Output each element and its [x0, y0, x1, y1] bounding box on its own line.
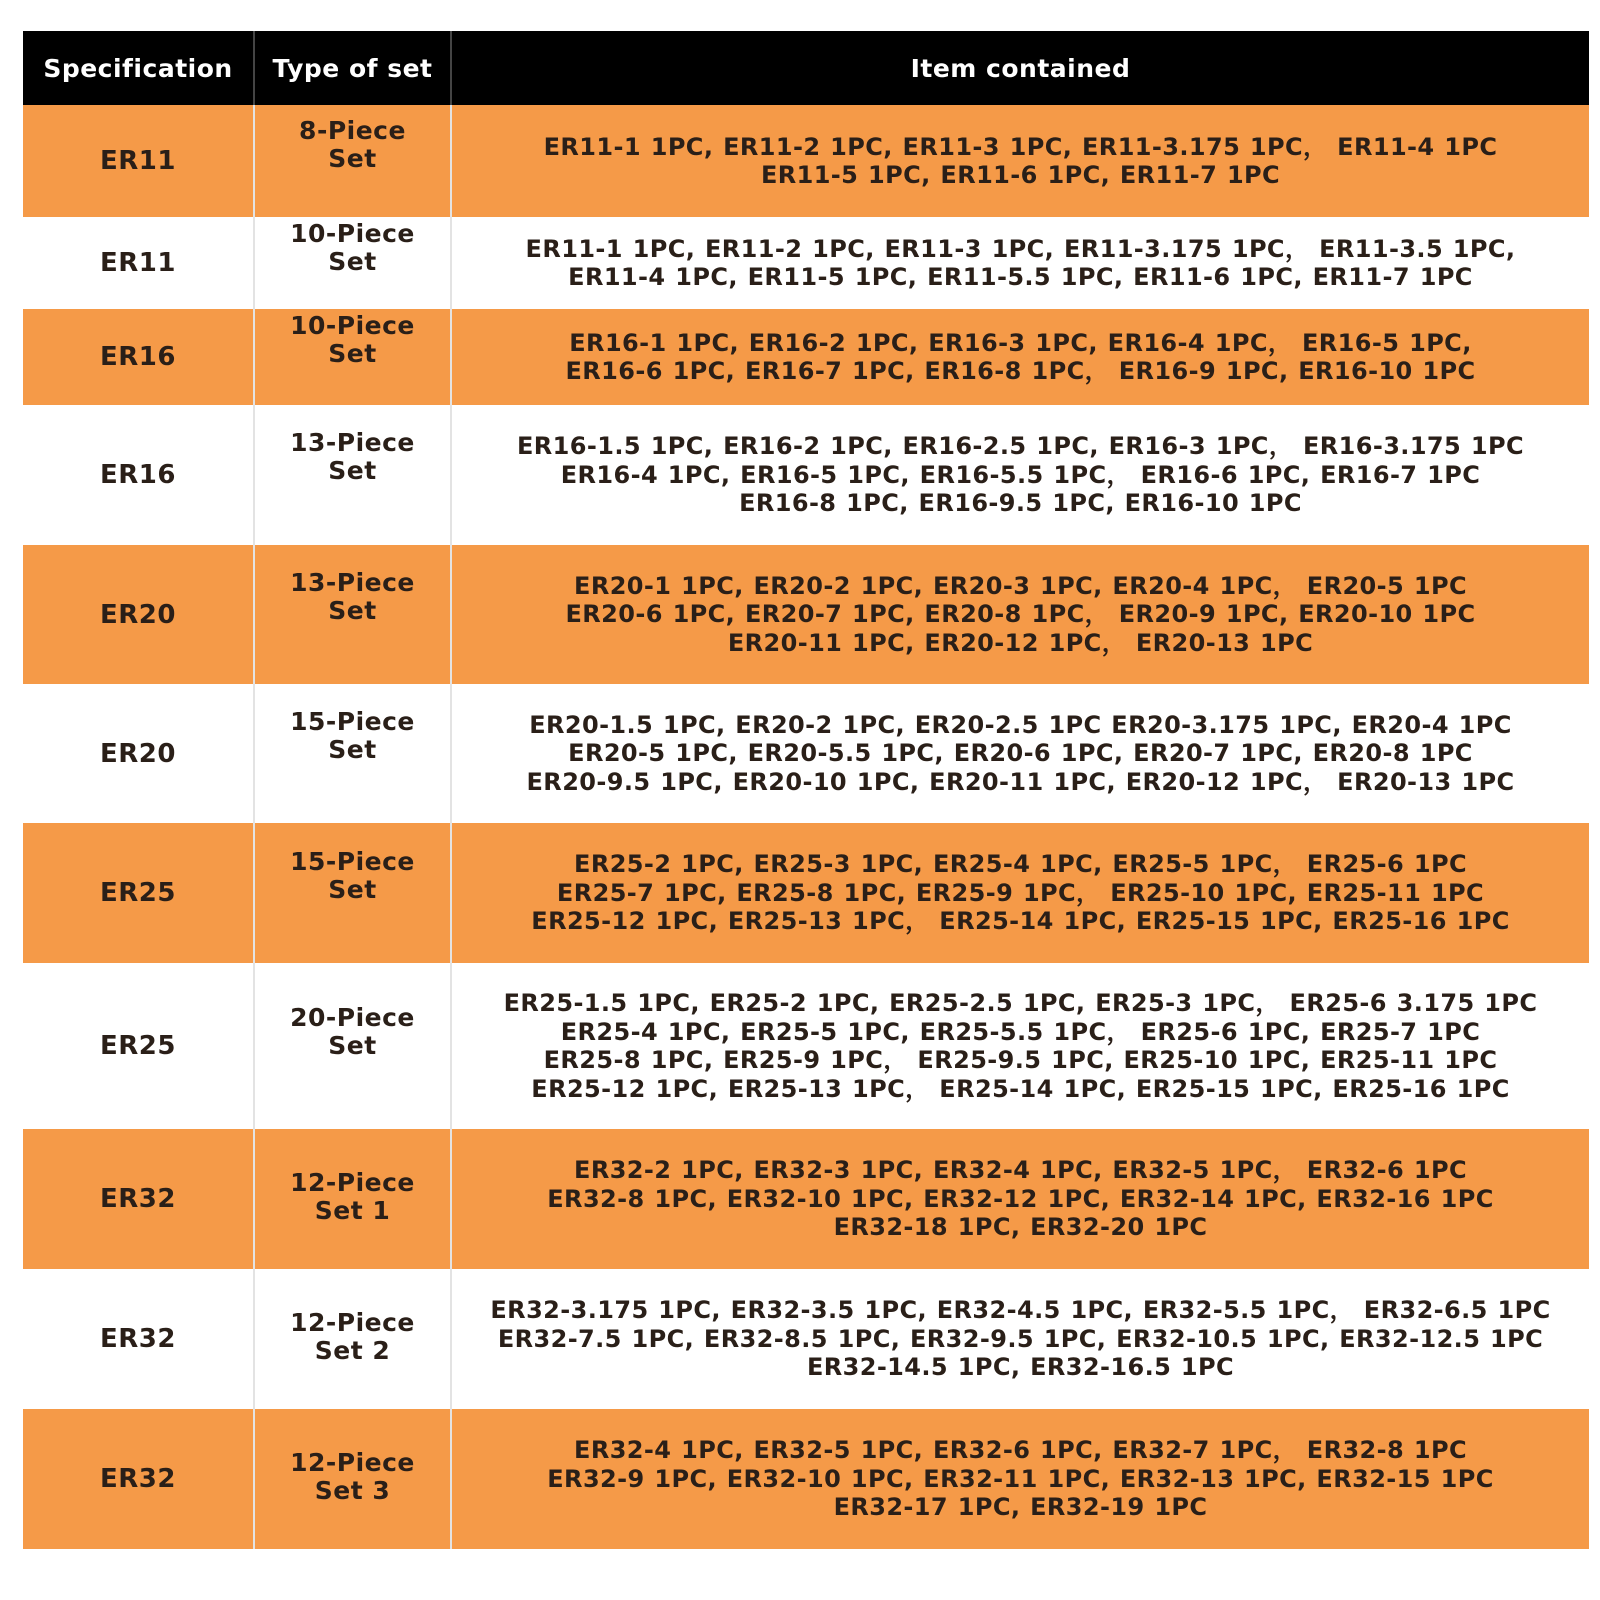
type-label: 20-Piece Set: [290, 1003, 415, 1060]
type-cell: [254, 545, 451, 684]
header-type-of-set: Type of set: [254, 31, 451, 105]
spec-cell: ER20: [23, 545, 254, 684]
table-row: [23, 217, 1589, 309]
type-label: 8-Piece Set: [299, 116, 406, 173]
type-cell: [254, 1129, 451, 1269]
items-cell: ER32-2 1PC, ER32-3 1PC, ER32-4 1PC, ER32-5 1PC， ER32-6 1PC ER32-8 1PC, ER32-10 1PC, ER32-12 1PC, ER32-14 1PC, ER32-16 1PC ER32-18 1PC, ER32-20 1PC: [451, 1129, 1589, 1269]
items-cell: ER20-1.5 1PC, ER20-2 1PC, ER20-2.5 1PC ER20-3.175 1PC, ER20-4 1PC ER20-5 1PC, ER20-5.5 1PC, ER20-6 1PC, ER20-7 1PC, ER20-8 1PC ER20-9.5 1PC, ER20-10 1PC, ER20-11 1PC, ER20-12 1PC， ER20-13 1PC: [451, 684, 1589, 823]
spec-cell: ER20: [23, 684, 254, 823]
spec-cell: ER32: [23, 1269, 254, 1409]
spec-cell: ER16: [23, 309, 254, 405]
type-cell: [254, 405, 451, 545]
table-row: [23, 1129, 1589, 1269]
items-cell: ER25-2 1PC, ER25-3 1PC, ER25-4 1PC, ER25-5 1PC， ER25-6 1PC ER25-7 1PC, ER25-8 1PC, ER25-9 1PC， ER25-10 1PC, ER25-11 1PC ER25-12 1PC, ER25-13 1PC， ER25-14 1PC, ER25-15 1PC, ER25-16 1PC: [451, 823, 1589, 963]
table-row: [23, 105, 1589, 217]
type-label: 12-Piece Set 2: [290, 1308, 415, 1365]
type-cell: [254, 823, 451, 963]
type-label: 15-Piece Set: [290, 847, 415, 904]
table-row: [23, 405, 1589, 545]
items-cell: ER16-1 1PC, ER16-2 1PC, ER16-3 1PC, ER16-4 1PC， ER16-5 1PC, ER16-6 1PC, ER16-7 1PC, ER16-8 1PC， ER16-9 1PC, ER16-10 1PC: [451, 309, 1589, 405]
header-item-contained: Item contained: [451, 31, 1589, 105]
type-cell: [254, 1409, 451, 1549]
type-cell: [254, 105, 451, 217]
type-cell: [254, 309, 451, 405]
items-cell: ER11-1 1PC, ER11-2 1PC, ER11-3 1PC, ER11-3.175 1PC， ER11-3.5 1PC, ER11-4 1PC, ER11-5 1PC, ER11-5.5 1PC, ER11-6 1PC, ER11-7 1PC: [451, 217, 1589, 309]
type-label: 10-Piece Set: [290, 311, 415, 368]
spec-cell: ER25: [23, 963, 254, 1129]
table-row: [23, 545, 1589, 684]
items-cell: ER16-1.5 1PC, ER16-2 1PC, ER16-2.5 1PC, ER16-3 1PC， ER16-3.175 1PC ER16-4 1PC, ER16-5 1PC, ER16-5.5 1PC， ER16-6 1PC, ER16-7 1PC ER16-8 1PC, ER16-9.5 1PC, ER16-10 1PC: [451, 405, 1589, 545]
type-label: 12-Piece Set 3: [290, 1448, 415, 1505]
items-cell: ER20-1 1PC, ER20-2 1PC, ER20-3 1PC, ER20-4 1PC， ER20-5 1PC ER20-6 1PC, ER20-7 1PC, ER20-8 1PC， ER20-9 1PC, ER20-10 1PC ER20-11 1PC, ER20-12 1PC， ER20-13 1PC: [451, 545, 1589, 684]
type-label: 15-Piece Set: [290, 707, 415, 764]
spec-cell: ER25: [23, 823, 254, 963]
spec-cell: ER11: [23, 105, 254, 217]
table-row: [23, 1269, 1589, 1409]
spec-cell: ER32: [23, 1129, 254, 1269]
items-cell: ER25-1.5 1PC, ER25-2 1PC, ER25-2.5 1PC, ER25-3 1PC， ER25-6 3.175 1PC ER25-4 1PC, ER25-5 1PC, ER25-5.5 1PC， ER25-6 1PC, ER25-7 1PC ER25-8 1PC, ER25-9 1PC， ER25-9.5 1PC, ER25-10 1PC, ER25-11 1PC ER25-12 1PC, ER25-13 1PC， ER25-14 1PC, ER25-15 1PC, ER25-16 1PC: [451, 963, 1589, 1129]
type-label: 10-Piece Set: [290, 219, 415, 276]
spec-cell: ER11: [23, 217, 254, 309]
table-row: [23, 684, 1589, 823]
items-cell: ER11-1 1PC, ER11-2 1PC, ER11-3 1PC, ER11-3.175 1PC， ER11-4 1PC ER11-5 1PC, ER11-6 1PC, ER11-7 1PC: [451, 105, 1589, 217]
collet-set-table: [23, 31, 1589, 1549]
table-row: [23, 309, 1589, 405]
type-label: 12-Piece Set 1: [290, 1168, 415, 1225]
type-cell: [254, 1269, 451, 1409]
type-cell: [254, 217, 451, 309]
spec-cell: ER16: [23, 405, 254, 545]
items-cell: ER32-4 1PC, ER32-5 1PC, ER32-6 1PC, ER32-7 1PC， ER32-8 1PC ER32-9 1PC, ER32-10 1PC, ER32-11 1PC, ER32-13 1PC, ER32-15 1PC ER32-17 1PC, ER32-19 1PC: [451, 1409, 1589, 1549]
type-cell: [254, 684, 451, 823]
spec-cell: ER32: [23, 1409, 254, 1549]
header-specification: Specification: [23, 31, 254, 105]
items-cell: ER32-3.175 1PC, ER32-3.5 1PC, ER32-4.5 1PC, ER32-5.5 1PC， ER32-6.5 1PC ER32-7.5 1PC, ER32-8.5 1PC, ER32-9.5 1PC, ER32-10.5 1PC, ER32-12.5 1PC ER32-14.5 1PC, ER32-16.5 1PC: [451, 1269, 1589, 1409]
table-row: [23, 963, 1589, 1129]
type-cell: [254, 963, 451, 1129]
table-row: [23, 1409, 1589, 1549]
table-header-row: [23, 31, 1589, 105]
table-row: [23, 823, 1589, 963]
type-label: 13-Piece Set: [290, 428, 415, 485]
type-label: 13-Piece Set: [290, 568, 415, 625]
